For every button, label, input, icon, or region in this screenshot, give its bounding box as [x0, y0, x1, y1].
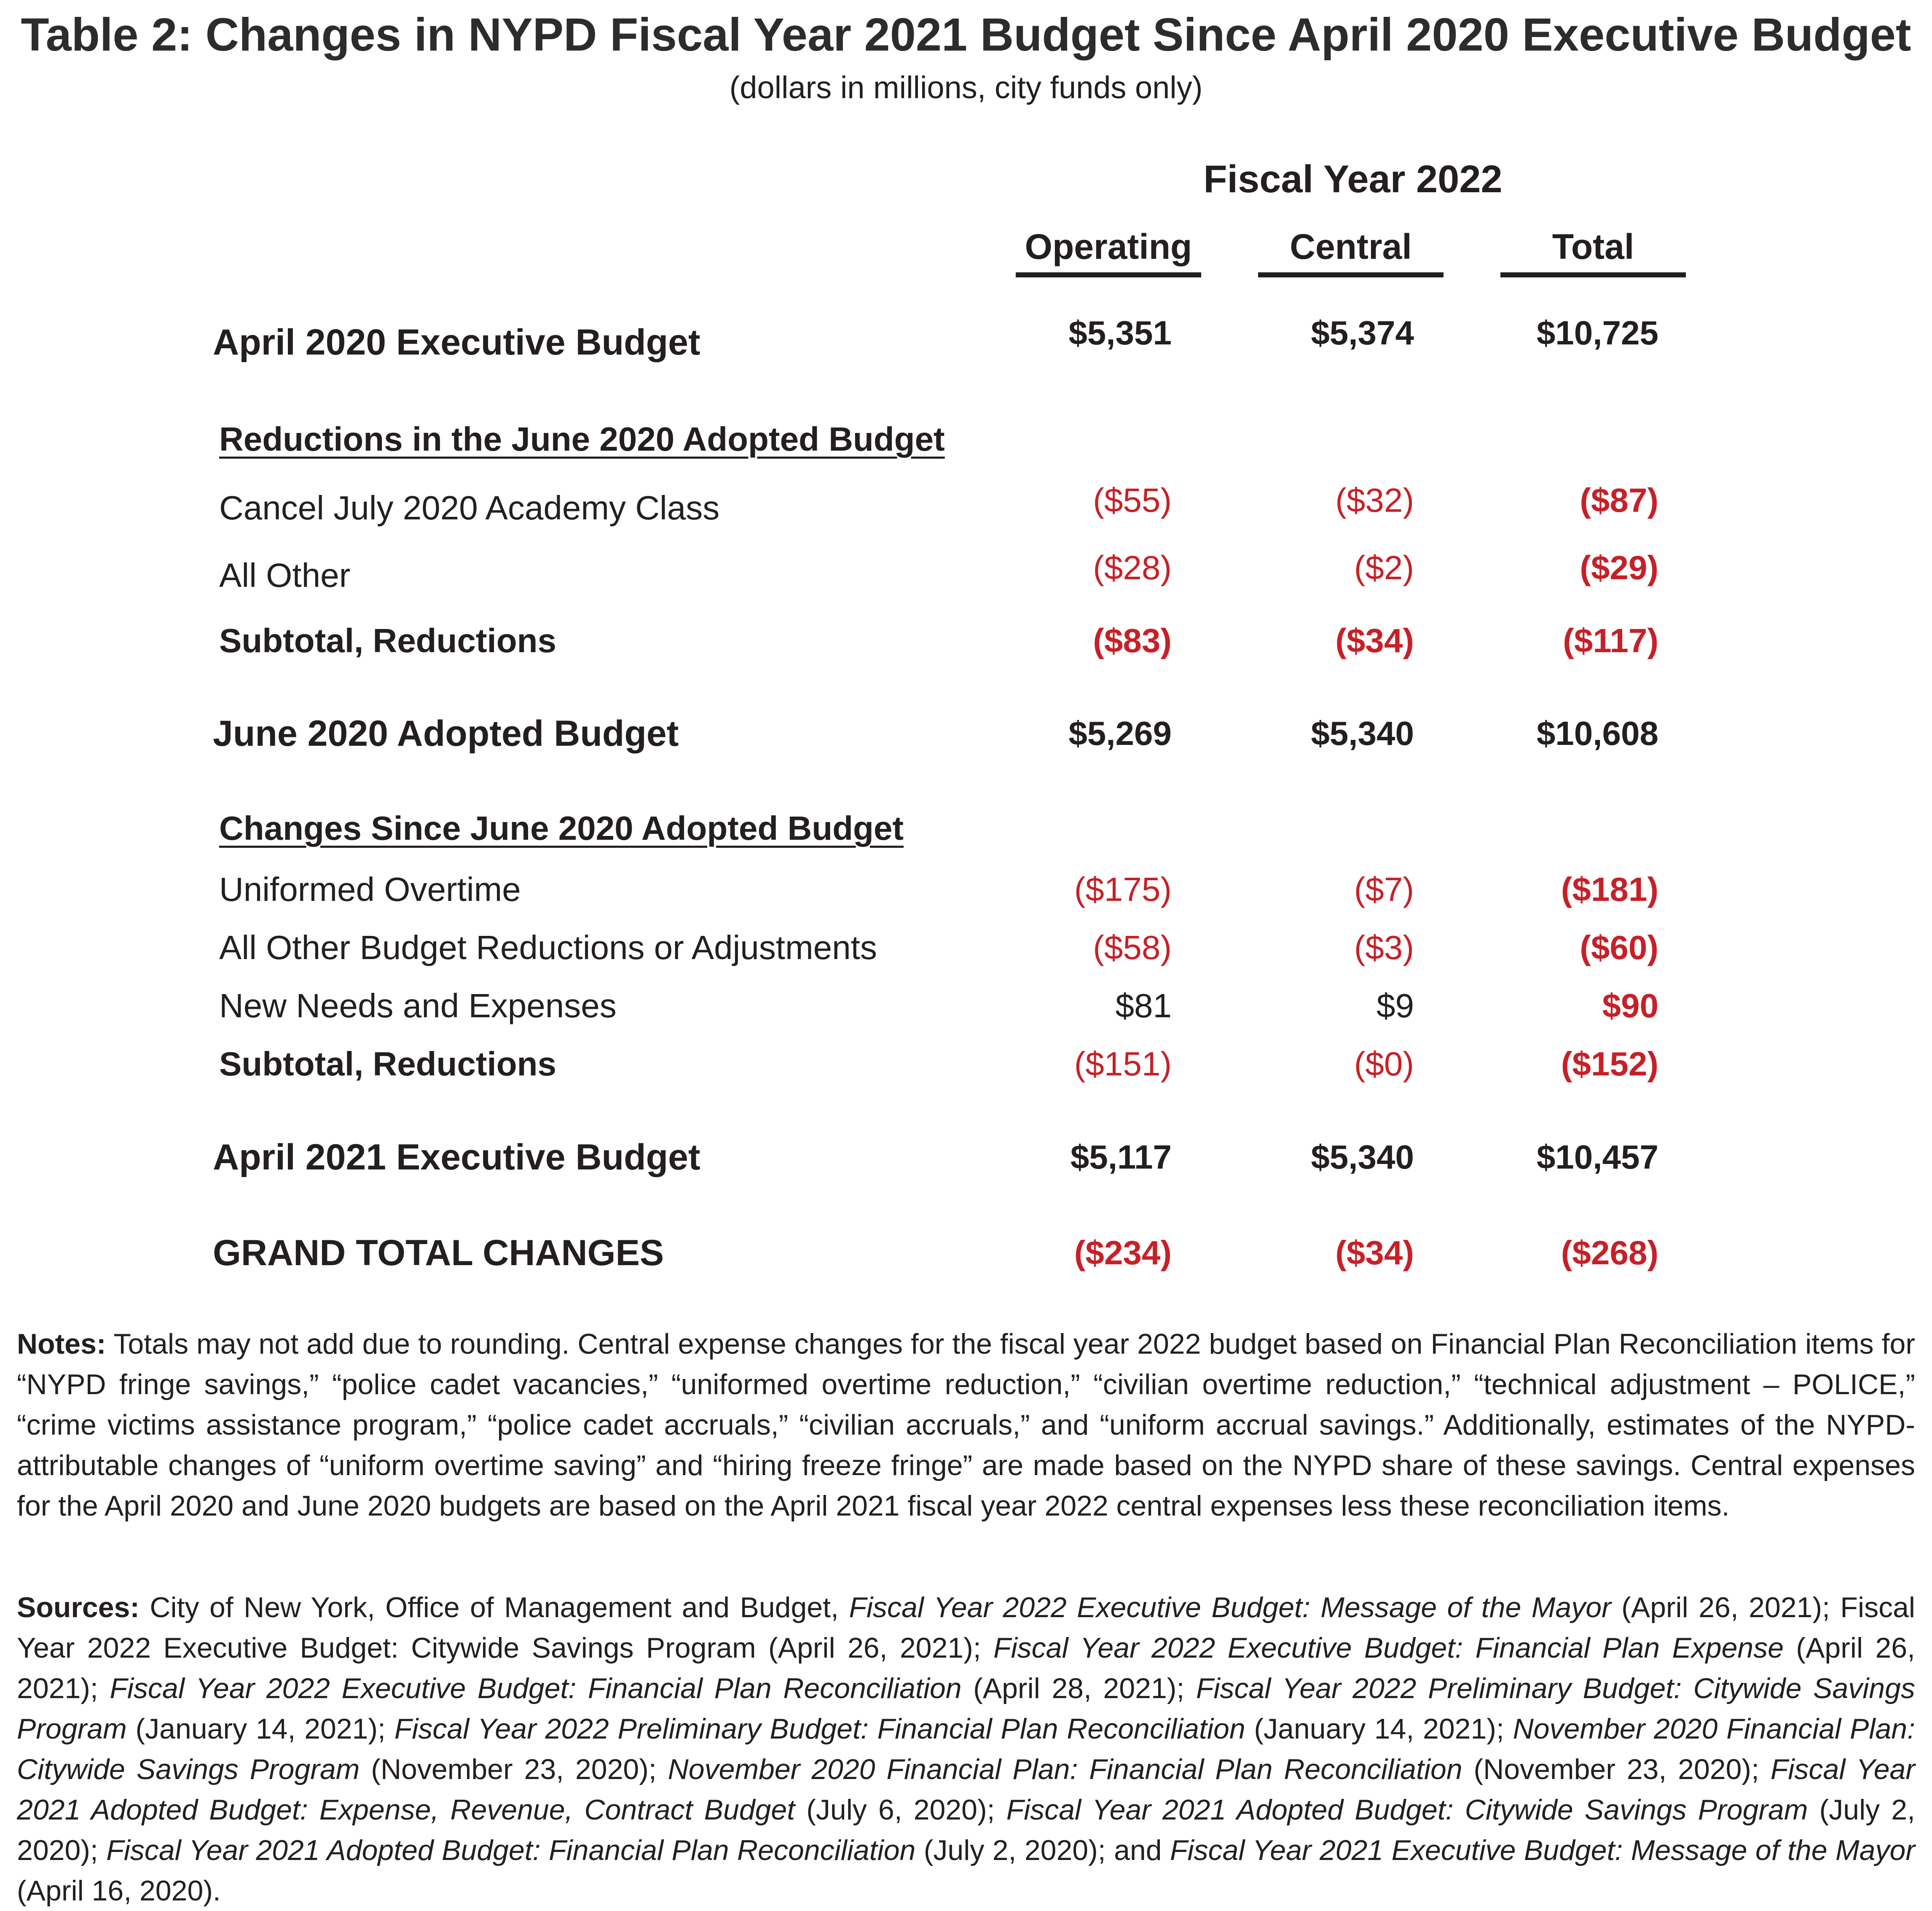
- cell-operating: $5,269: [1068, 715, 1172, 752]
- source-text: (November 23, 2020);: [360, 1753, 668, 1785]
- sources-text: [17, 1591, 1915, 1907]
- cell-central: $5,374: [1311, 314, 1414, 352]
- table-row: [0, 483, 1932, 533]
- cell-total: $10,457: [1536, 1138, 1658, 1176]
- table-row: [0, 615, 1932, 666]
- source-title: Fiscal Year 2021 Adopted Budget: Financial Plan Reconciliation: [106, 1834, 916, 1866]
- source-title: Fiscal Year 2022 Preliminary Budget: Financial Plan Reconciliation: [394, 1713, 1245, 1745]
- cell-central: ($34): [1335, 622, 1414, 659]
- section-header: [0, 803, 1932, 854]
- sources-paragraph: [17, 1587, 1915, 1911]
- source-text: City of New York, Office of Management and Budget,: [140, 1591, 849, 1623]
- source-title: November 2020 Financial Plan: Financial Plan Reconciliation: [668, 1753, 1462, 1785]
- cell-central: ($0): [1354, 1045, 1414, 1083]
- row-label: All Other: [219, 556, 351, 594]
- source-title: Fiscal Year 2022 Preliminary Budget: Citywide Savings Program: [17, 1672, 1916, 1745]
- notes-heading: Notes:: [17, 1328, 106, 1360]
- cell-total: ($268): [1561, 1234, 1658, 1271]
- source-text: (April 26, 2021);: [17, 1632, 1915, 1704]
- row-label: Subtotal, Reductions: [219, 1045, 556, 1083]
- source-text: (January 14, 2021);: [126, 1713, 394, 1745]
- source-text: (April 16, 2020).: [17, 1875, 221, 1907]
- source-text: (July 2, 2020);: [17, 1794, 1915, 1866]
- row-label: All Other Budget Reductions or Adjustments: [219, 929, 877, 966]
- cell-total: $90: [1602, 987, 1658, 1024]
- table-subtitle: (dollars in millions, city funds only): [729, 70, 1203, 105]
- table-row: [0, 314, 1932, 368]
- source-title: Fiscal Year 2022 Executive Budget: Message of the Mayor: [849, 1591, 1611, 1623]
- cell-central: $5,340: [1311, 1138, 1414, 1176]
- cell-operating: ($151): [1074, 1045, 1172, 1083]
- cell-total: ($117): [1563, 622, 1658, 659]
- table-row: [0, 1132, 1932, 1183]
- notes-text: Totals may not add due to rounding. Central expense changes for the fiscal year 2022 budget based on Financial Plan Reconciliation items for “NYPD fringe savings,” “police cadet vacancies,” “uniformed overtime reduction,” “civilian overtime reduction,” “technical adjustment – POLICE,” “crime victims assistance program,” “police cadet accruals,” “civilian accruals,” and “uniform accrual savings.” Additionally, estimates of the NYPD-attributable changes of “uniform overtime saving” and “hiring freeze fringe” are made based on the NYPD share of these savings. Central expenses for the April 2020 and June 2020 budgets are based on the April 2021 fiscal year 2022 central expenses less these reconciliation items.: [17, 1328, 1915, 1522]
- cell-operating: ($28): [1093, 549, 1172, 586]
- source-title: Fiscal Year 2022 Executive Budget: Financial Plan Expense: [993, 1632, 1784, 1664]
- cell-total: ($29): [1580, 549, 1658, 586]
- cell-total: ($152): [1561, 1045, 1658, 1083]
- table-row: [0, 708, 1932, 759]
- sources-heading: Sources:: [17, 1591, 140, 1623]
- cell-central: $9: [1377, 987, 1414, 1024]
- cell-central: ($32): [1335, 481, 1414, 519]
- table-row: [0, 864, 1932, 915]
- table-row: [0, 922, 1932, 973]
- cell-operating: ($83): [1093, 622, 1172, 659]
- row-label: June 2020 Adopted Budget: [213, 713, 679, 754]
- source-text: (July 6, 2020);: [795, 1794, 1006, 1826]
- table-row: [0, 981, 1932, 1031]
- column-header-central: Central: [1258, 223, 1444, 277]
- section-title: Reductions in the June 2020 Adopted Budget: [219, 420, 945, 458]
- section-header: [0, 414, 1932, 465]
- cell-operating: ($55): [1093, 481, 1172, 519]
- cell-operating: ($175): [1074, 871, 1172, 908]
- source-text: (April 28, 2021);: [961, 1672, 1196, 1704]
- source-title: Fiscal Year 2021 Adopted Budget: Expense, Revenue, Contract Budget: [17, 1753, 1915, 1826]
- cell-total: $10,608: [1536, 715, 1658, 752]
- table-row: [0, 1039, 1932, 1089]
- source-title: Fiscal Year 2021 Executive Budget: Message of the Mayor: [1170, 1834, 1915, 1866]
- cell-total: ($87): [1580, 481, 1658, 519]
- section-title: Changes Since June 2020 Adopted Budget: [219, 809, 904, 847]
- cell-central: ($2): [1354, 549, 1414, 586]
- row-label: New Needs and Expenses: [219, 987, 617, 1024]
- source-text: (July 2, 2020); and: [915, 1834, 1170, 1866]
- row-label: April 2020 Executive Budget: [213, 322, 700, 363]
- table-row-grand-total: [0, 1228, 1932, 1278]
- notes-paragraph: [17, 1324, 1915, 1526]
- row-label: Subtotal, Reductions: [219, 622, 556, 659]
- source-text: (November 23, 2020);: [1462, 1753, 1771, 1785]
- cell-operating: ($58): [1093, 929, 1172, 966]
- column-header-total: Total: [1500, 223, 1686, 277]
- cell-central: ($34): [1335, 1234, 1414, 1271]
- row-label: GRAND TOTAL CHANGES: [213, 1233, 664, 1273]
- column-header-operating: Operating: [1016, 223, 1201, 277]
- cell-central: $5,340: [1311, 715, 1414, 752]
- row-label: Uniformed Overtime: [219, 871, 521, 908]
- source-title: November 2020 Financial Plan: Citywide Savings Program: [17, 1713, 1915, 1785]
- cell-operating: ($234): [1074, 1234, 1172, 1271]
- source-text: (April 26, 2021); Fiscal Year 2022 Executive Budget: Citywide Savings Program (April 26, 2021);: [17, 1591, 1915, 1664]
- source-title: Fiscal Year 2022 Executive Budget: Financial Plan Reconciliation: [110, 1672, 962, 1704]
- cell-total: ($181): [1561, 871, 1658, 908]
- cell-central: ($3): [1354, 929, 1414, 966]
- cell-operating: $81: [1115, 987, 1172, 1024]
- table-row: [0, 550, 1932, 601]
- source-text: (January 14, 2021);: [1245, 1713, 1513, 1745]
- cell-operating: $5,351: [1068, 314, 1172, 352]
- table-title: Table 2: Changes in NYPD Fiscal Year 2021 Budget Since April 2020 Executive Budget: [21, 9, 1911, 61]
- row-label: April 2021 Executive Budget: [213, 1137, 700, 1177]
- column-group-header: Fiscal Year 2022: [1203, 158, 1503, 201]
- cell-operating: $5,117: [1070, 1138, 1172, 1176]
- row-label: Cancel July 2020 Academy Class: [219, 489, 720, 527]
- cell-total: ($60): [1580, 929, 1658, 966]
- source-title: Fiscal Year 2021 Adopted Budget: Citywide Savings Program: [1006, 1794, 1808, 1826]
- cell-total: $10,725: [1536, 314, 1658, 352]
- cell-central: ($7): [1354, 871, 1414, 908]
